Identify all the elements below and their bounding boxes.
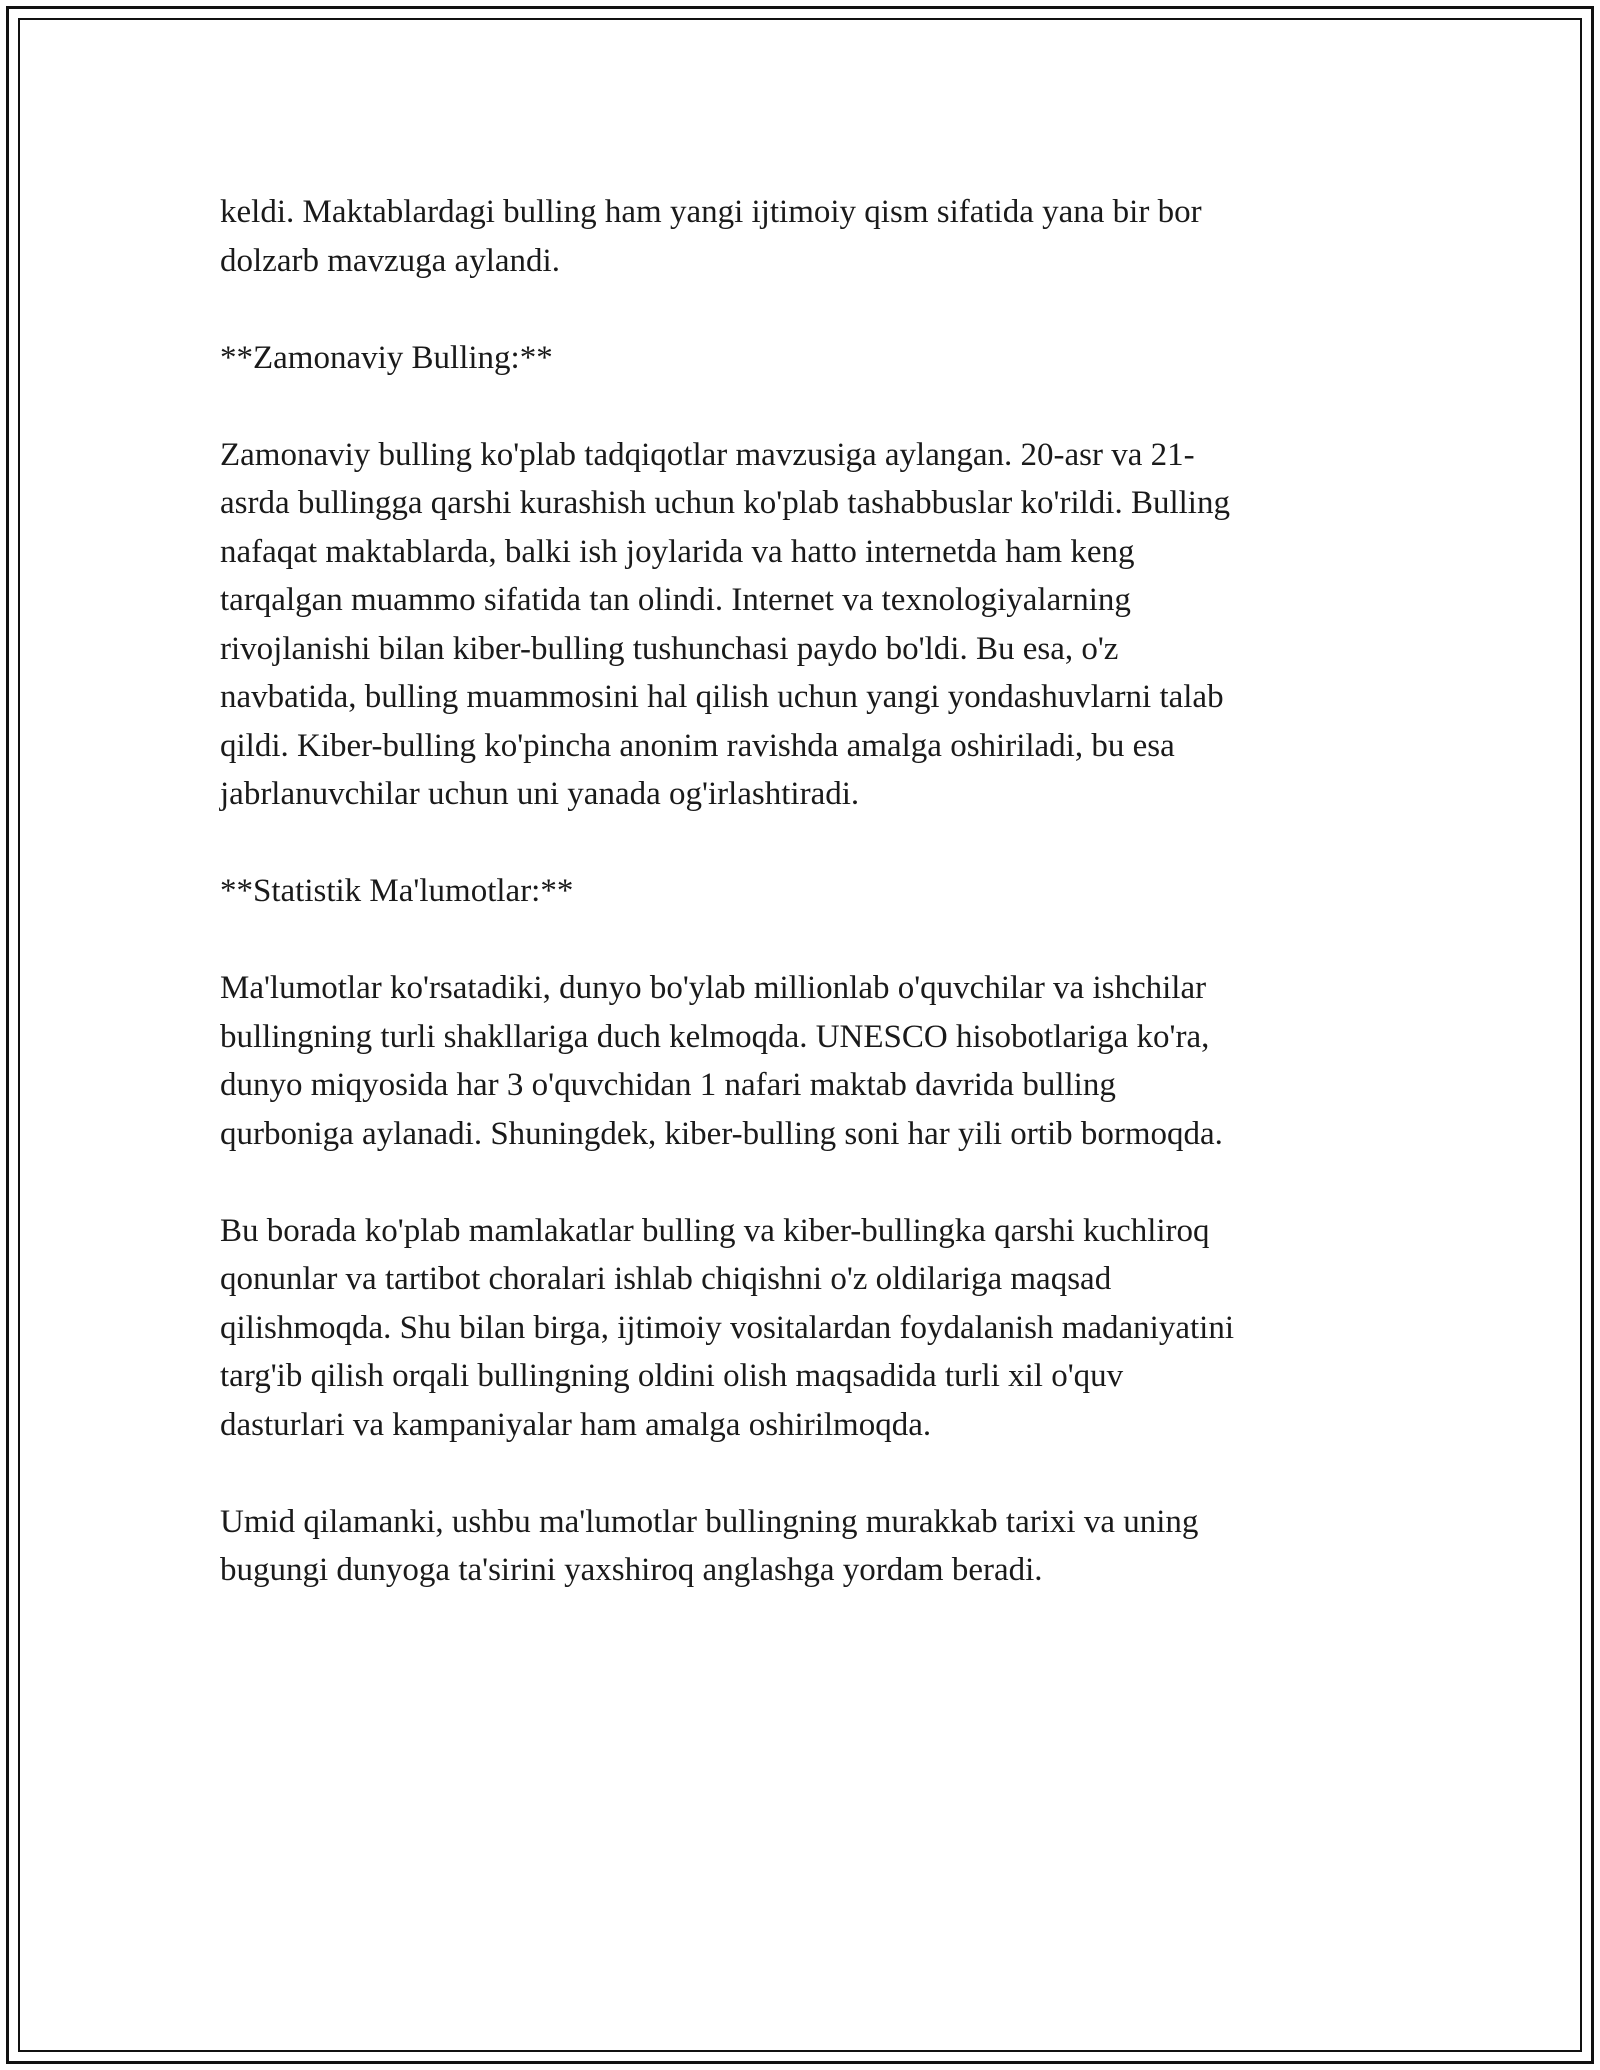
heading-statistik-malumotlar: **Statistik Ma'lumotlar:** xyxy=(220,873,574,909)
paragraph-zamonaviy-bulling: Zamonaviy bulling ko'plab tadqiqotlar mavzusiga aylangan. 20-asr va 21- asrda bullingga qarshi kurashish uchun ko'plab tashabbuslar ko'rildi. Bulling nafaqat maktablarda, balki ish joylarida va hatto internetda ham keng tarqalgan muammo sifatida tan olindi. Internet va texnologiyalarning rivojlanishi bilan kiber-bulling tushunchasi paydo bo'ldi. Bu esa, o'z navbatida, bulling muammosini hal qilish uchun yangi yondashuvlarni talab qildi. Kiber-bulling ko'pincha anonim ravishda amalga oshiriladi, bu esa jabrlanuvchilar uchun uni yanada og'irlashtiradi. xyxy=(220,436,1230,812)
document-body xyxy=(220,188,1370,1595)
paragraph-conclusion: Umid qilamanki, ushbu ma'lumotlar bullingning murakkab tarixi va uning bugungi dunyoga ta'sirini yaxshiroq anglashga yordam beradi. xyxy=(220,1503,1199,1588)
paragraph-countermeasures: Bu borada ko'plab mamlakatlar bulling va kiber-bullingka qarshi kuchliroq qonunlar va tartibot choralari ishlab chiqishni o'z oldilariga maqsad qilishmoqda. Shu bilan birga, ijtimoiy vositalardan foydalanish madaniyatini targ'ib qilish orqali bullingning oldini olish maqsadida turli xil o'quv dasturlari va kampaniyalar ham amalga oshirilmoqda. xyxy=(220,1212,1234,1443)
paragraph-continuation: keldi. Maktablardagi bulling ham yangi ijtimoiy qism sifatida yana bir bor dolzarb mavzuga aylandi. xyxy=(220,194,1202,279)
heading-zamonaviy-bulling: **Zamonaviy Bulling:** xyxy=(220,339,553,376)
paragraph-statistics: Ma'lumotlar ko'rsatadiki, dunyo bo'ylab millionlab o'quvchilar va ishchilar bullingning turli shakllariga duch kelmoqda. UNESCO hisobotlariga ko'ra, dunyo miqyosida har 3 o'quvchidan 1 nafari maktab davrida bulling qurboniga aylanadi. Shuningdek, kiber-bulling soni har yili ortib bormoqda. xyxy=(220,970,1223,1152)
